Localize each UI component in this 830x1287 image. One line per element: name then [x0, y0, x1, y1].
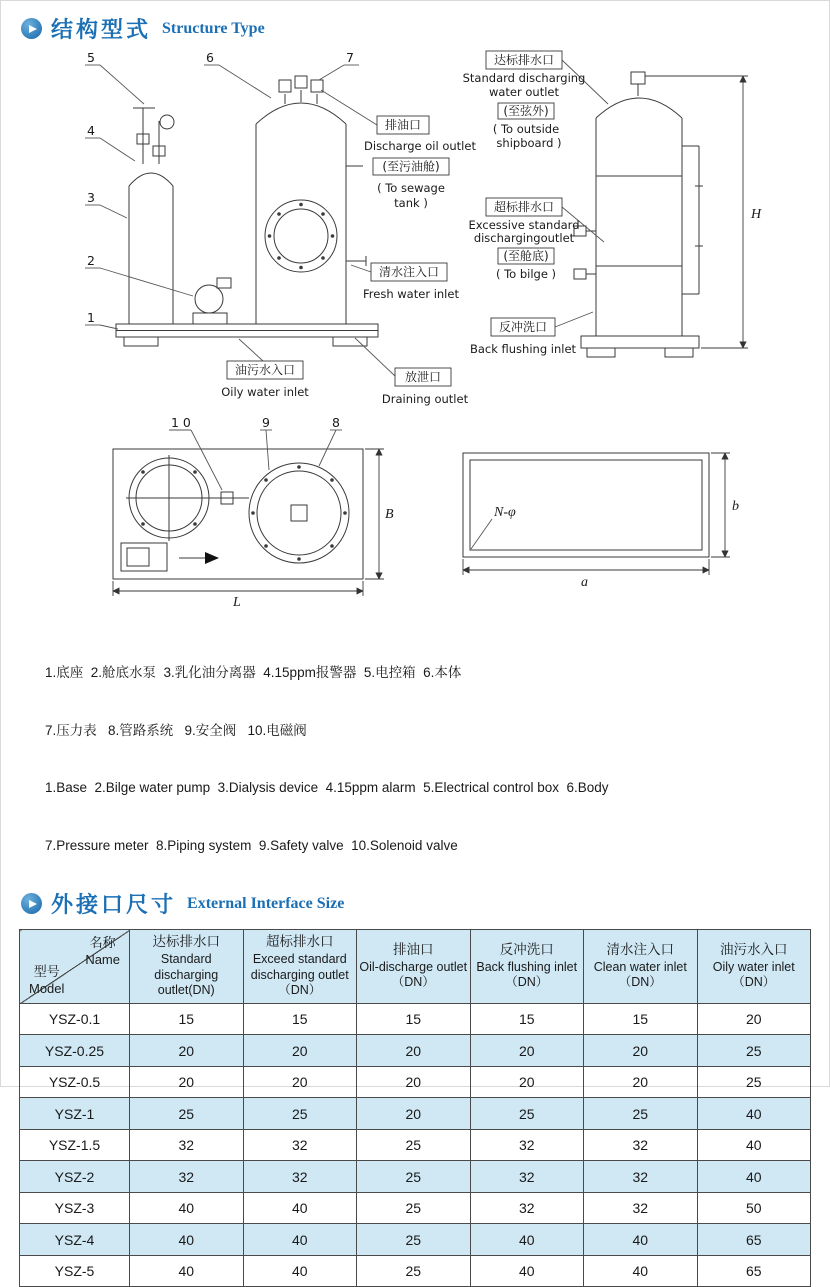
callout-1: 1 — [87, 310, 95, 325]
label-excess-discharge-en1: Excessive standard — [468, 218, 580, 232]
value-cell: 20 — [357, 1098, 471, 1130]
value-cell: 15 — [130, 1003, 244, 1035]
callout-2: 2 — [87, 253, 95, 268]
top-view-right-flange — [249, 463, 349, 563]
callout-8: 8 — [332, 415, 340, 430]
structure-type-heading — [21, 13, 829, 44]
table-row — [20, 1129, 811, 1161]
label-oily-water-en: Oily water inlet — [221, 385, 309, 399]
label-standard-discharge-en2: water outlet — [488, 85, 560, 99]
value-cell: 20 — [130, 1035, 244, 1067]
label-back-flush-cn: 反冲洗口 — [498, 320, 548, 334]
col-header-standard-discharge: 达标排水口 Standard discharging outlet(DN) — [130, 930, 244, 1004]
side-view-drawing — [574, 72, 703, 357]
corner-name-label: 名称 Name — [85, 935, 120, 967]
model-cell: YSZ-0.25 — [20, 1035, 130, 1067]
callout-3: 3 — [87, 190, 95, 205]
model-cell: YSZ-5 — [20, 1255, 130, 1287]
label-drain-cn: 放泄口 — [404, 370, 442, 384]
model-cell: YSZ-4 — [20, 1224, 130, 1256]
dim-b-label: b — [732, 499, 739, 514]
model-cell: YSZ-0.5 — [20, 1066, 130, 1098]
value-cell: 25 — [470, 1098, 584, 1130]
callout-9: 9 — [262, 415, 270, 430]
table-row — [20, 1192, 811, 1224]
value-cell: 25 — [697, 1035, 811, 1067]
label-to-outside-en2: shipboard ) — [496, 136, 562, 150]
value-cell: 15 — [584, 1003, 698, 1035]
value-cell: 20 — [357, 1066, 471, 1098]
table-row — [20, 1161, 811, 1193]
value-cell: 15 — [243, 1003, 357, 1035]
callout-5: 5 — [87, 50, 95, 65]
value-cell: 25 — [357, 1129, 471, 1161]
value-cell: 40 — [697, 1161, 811, 1193]
value-cell: 20 — [470, 1066, 584, 1098]
table-row — [20, 1255, 811, 1287]
table-row — [20, 1098, 811, 1130]
value-cell: 40 — [470, 1224, 584, 1256]
value-cell: 50 — [697, 1192, 811, 1224]
arrow-bullet-icon — [21, 893, 42, 914]
arrow-bullet-icon — [21, 18, 42, 39]
pressure-meter — [160, 115, 174, 129]
value-cell: 40 — [697, 1098, 811, 1130]
value-cell: 20 — [243, 1035, 357, 1067]
model-cell: YSZ-1.5 — [20, 1129, 130, 1161]
table-row — [20, 1224, 811, 1256]
value-cell: 32 — [243, 1161, 357, 1193]
label-to-bilge-cn: (至舱底) — [503, 249, 549, 263]
label-to-sewage-en2: tank ) — [394, 196, 428, 210]
label-oily-water-cn: 油污水入口 — [234, 363, 296, 377]
value-cell: 25 — [130, 1098, 244, 1130]
model-cell: YSZ-3 — [20, 1192, 130, 1224]
legend-cn-line1: 1.底座 2.舱底水泵 3.乳化油分离器 4.15ppm报警器 5.电控箱 6.本体 — [45, 665, 462, 681]
value-cell: 20 — [584, 1066, 698, 1098]
value-cell: 32 — [584, 1129, 698, 1161]
value-cell: 20 — [697, 1003, 811, 1035]
label-fresh-water-cn: 清水注入口 — [378, 265, 440, 279]
value-cell: 40 — [584, 1224, 698, 1256]
label-to-outside-en1: ( To outside — [492, 122, 560, 136]
value-cell: 32 — [470, 1192, 584, 1224]
label-to-bilge-en: ( To bilge ) — [495, 267, 557, 281]
value-cell: 25 — [357, 1161, 471, 1193]
value-cell: 25 — [697, 1066, 811, 1098]
outline-labels — [471, 505, 516, 549]
label-standard-discharge-en1: Standard discharging — [462, 71, 586, 85]
dim-n-phi-label: N-φ — [494, 505, 516, 520]
callout-10: 1 0 — [171, 415, 191, 430]
label-to-sewage-en1: ( To sewage — [377, 181, 445, 195]
label-back-flush-en: Back flushing inlet — [469, 342, 577, 356]
value-cell: 32 — [130, 1129, 244, 1161]
value-cell: 15 — [470, 1003, 584, 1035]
dim-a-label: a — [581, 575, 588, 590]
separator-body — [256, 124, 346, 324]
value-cell: 25 — [357, 1224, 471, 1256]
col-header-exceed-discharge: 超标排水口 Exceed standard discharging outlet （DN） — [243, 930, 357, 1004]
dimension-B — [365, 449, 394, 579]
dim-H-label: H — [751, 207, 762, 222]
label-standard-discharge-cn: 达标排水口 — [493, 53, 555, 67]
interface-size-table — [19, 929, 811, 1287]
value-cell: 32 — [584, 1161, 698, 1193]
label-to-outside-cn: (至弦外) — [503, 104, 549, 118]
value-cell: 25 — [357, 1192, 471, 1224]
col-header-back-flushing: 反冲洗口 Back flushing inlet（DN） — [470, 930, 584, 1004]
value-cell: 40 — [243, 1224, 357, 1256]
value-cell: 20 — [130, 1066, 244, 1098]
manhole-flange — [265, 200, 337, 272]
value-cell: 25 — [584, 1098, 698, 1130]
value-cell: 32 — [584, 1192, 698, 1224]
table-row — [20, 1035, 811, 1067]
value-cell: 40 — [130, 1224, 244, 1256]
heading-cn: 结构型式 — [51, 17, 152, 42]
value-cell: 32 — [130, 1161, 244, 1193]
value-cell: 25 — [243, 1098, 357, 1130]
value-cell: 65 — [697, 1255, 811, 1287]
model-cell: YSZ-2 — [20, 1161, 130, 1193]
value-cell: 40 — [470, 1255, 584, 1287]
dim-L-label: L — [233, 595, 241, 610]
legend-en-line1: 1.Base 2.Bilge water pump 3.Dialysis device 4.15ppm alarm 5.Electrical control box 6.Body — [45, 780, 609, 796]
dimension-b — [711, 453, 739, 557]
dim-B-label: B — [385, 507, 394, 522]
corner-header-cell — [20, 930, 130, 1004]
dialysis-vessel — [129, 186, 173, 324]
label-drain-en: Draining outlet — [381, 392, 469, 406]
bilge-pump — [195, 285, 223, 313]
callout-6: 6 — [206, 50, 214, 65]
value-cell: 40 — [243, 1255, 357, 1287]
legend-en-line2: 7.Pressure meter 8.Piping system 9.Safety valve 10.Solenoid valve — [45, 837, 458, 853]
callout-4: 4 — [87, 123, 95, 138]
heading-en: External Interface Size — [187, 894, 345, 912]
value-cell: 32 — [470, 1129, 584, 1161]
col-header-oil-discharge: 排油口 Oil-discharge outlet（DN） — [357, 930, 471, 1004]
dimension-H — [645, 76, 762, 348]
value-cell: 20 — [584, 1035, 698, 1067]
top-view-drawing — [113, 449, 363, 579]
label-excess-discharge-cn: 超标排水口 — [493, 200, 555, 214]
value-cell: 32 — [470, 1161, 584, 1193]
value-cell: 40 — [243, 1192, 357, 1224]
label-discharge-oil-en: Discharge oil outlet — [364, 139, 476, 153]
value-cell: 20 — [243, 1066, 357, 1098]
value-cell: 40 — [130, 1255, 244, 1287]
value-cell: 40 — [130, 1192, 244, 1224]
value-cell: 20 — [470, 1035, 584, 1067]
interface-size-heading — [21, 888, 829, 919]
front-view-port-labels — [221, 90, 476, 406]
side-view-port-labels — [463, 51, 608, 356]
value-cell: 40 — [697, 1129, 811, 1161]
flow-arrow — [205, 552, 219, 564]
heading-en: Structure Type — [162, 19, 265, 37]
top-view-callouts — [169, 415, 342, 490]
table-header-row — [20, 930, 811, 1004]
model-cell: YSZ-1 — [20, 1098, 130, 1130]
label-to-sewage-cn: (至污油舱) — [382, 159, 440, 174]
table-row — [20, 1003, 811, 1035]
value-cell: 20 — [357, 1035, 471, 1067]
corner-model-label: 型号 Model — [29, 964, 65, 996]
value-cell: 32 — [243, 1129, 357, 1161]
dimension-L — [113, 581, 363, 610]
callout-7: 7 — [346, 50, 354, 65]
table-row — [20, 1066, 811, 1098]
dimension-a — [463, 559, 709, 590]
side-vessel — [596, 118, 682, 336]
value-cell: 15 — [357, 1003, 471, 1035]
value-cell: 65 — [697, 1224, 811, 1256]
legend-cn-line2: 7.压力表 8.管路系统 9.安全阀 10.电磁阀 — [45, 722, 307, 738]
front-view-drawing — [116, 76, 378, 346]
label-excess-discharge-en2: dischargingoutlet — [473, 231, 575, 245]
structure-diagram — [21, 46, 811, 614]
heading-cn: 外接口尺寸 — [51, 892, 177, 918]
structure-diagram-area — [21, 46, 829, 619]
value-cell: 40 — [584, 1255, 698, 1287]
label-fresh-water-en: Fresh water inlet — [363, 287, 459, 301]
label-discharge-oil-cn: 排油口 — [384, 118, 422, 132]
value-cell: 25 — [357, 1255, 471, 1287]
col-header-clean-water: 清水注入口 Clean water inlet（DN） — [584, 930, 698, 1004]
col-header-oily-water: 油污水入口 Oily water inlet（DN） — [697, 930, 811, 1004]
model-cell: YSZ-0.1 — [20, 1003, 130, 1035]
parts-legend — [45, 625, 829, 874]
